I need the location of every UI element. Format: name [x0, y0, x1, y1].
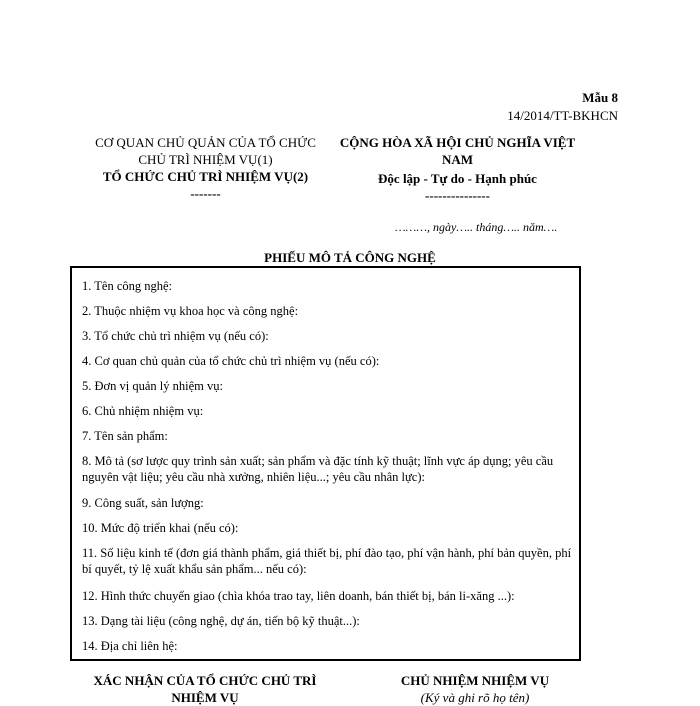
- description-form-box: [70, 266, 581, 661]
- field-product-name: 7. Tên sản phẩm:: [82, 429, 168, 443]
- field-science-task: 2. Thuộc nhiệm vụ khoa học và công nghệ:: [82, 304, 299, 318]
- field-task-leader: 6. Chủ nhiệm nhiệm vụ:: [82, 404, 204, 418]
- task-leader-signature: [360, 672, 590, 706]
- signature-note: (Ký và ghi rõ họ tên): [420, 690, 530, 705]
- national-header: [330, 134, 585, 204]
- confirmation-line-1: XÁC NHẬN CỦA TỔ CHỨC CHỦ TRÌ: [93, 673, 317, 688]
- agency-header: [78, 134, 333, 202]
- field-managing-agency: 4. Cơ quan chủ quản của tổ chức chủ trì nhiệm vụ (nếu có):: [82, 354, 380, 368]
- field-technology-name: 1. Tên công nghệ:: [82, 279, 173, 293]
- field-document-type: 13. Dạng tài liệu (công nghệ, dự án, tiến bộ kỹ thuật...):: [82, 614, 360, 628]
- organization-name: TỔ CHỨC CHỦ TRÌ NHIỆM VỤ(2): [102, 169, 309, 184]
- field-deployment-level: 10. Mức độ triển khai (nếu có):: [82, 521, 239, 535]
- national-motto: Độc lập - Tự do - Hạnh phúc: [378, 171, 537, 186]
- field-economic-data: 11. Số liệu kinh tế (đơn giá thành phẩm, giá thiết bị, phí đào tạo, phí vận hành, phí bản quyền, phí bí quyết, tỷ lệ xuất khẩu sản phẩm... nếu có):: [82, 546, 572, 576]
- left-separator: -------: [190, 186, 221, 201]
- form-title: PHIẾU MÔ TẢ CÔNG NGHỆ: [264, 250, 436, 265]
- republic-line-2: NAM: [441, 152, 474, 167]
- host-confirmation-heading: [70, 672, 340, 706]
- right-separator: ---------------: [425, 188, 490, 203]
- field-transfer-form: 12. Hình thức chuyển giao (chìa khóa trao tay, liên doanh, bán thiết bị, bán li-xăng ...):: [82, 589, 515, 603]
- field-capacity: 9. Công suất, sản lượng:: [82, 496, 204, 510]
- agency-line-2: CHỦ TRÌ NHIỆM VỤ(1): [138, 152, 273, 167]
- agency-line-1: CƠ QUAN CHỦ QUẢN CỦA TỔ CHỨC: [95, 135, 316, 150]
- field-managing-unit: 5. Đơn vị quản lý nhiệm vụ:: [82, 379, 223, 393]
- date-line: ………, ngày….. tháng….. năm….: [395, 220, 558, 234]
- field-host-organization: 3. Tổ chức chủ trì nhiệm vụ (nếu có):: [82, 329, 269, 343]
- republic-line-1: CỘNG HÒA XÃ HỘI CHỦ NGHĨA VIỆT: [339, 135, 576, 150]
- circular-number: 14/2014/TT-BKHCN: [507, 108, 618, 123]
- task-leader-title: CHỦ NHIỆM NHIỆM VỤ: [400, 673, 550, 688]
- confirmation-line-2: NHIỆM VỤ: [171, 690, 239, 705]
- field-description: 8. Mô tả (sơ lược quy trình sản xuất; sản phẩm và đặc tính kỹ thuật; lĩnh vực áp dụng; yêu cầu nguyên vật liệu; yêu cầu nhà xưởng, nhiên liệu...; yêu cầu nhân lực):: [82, 454, 554, 484]
- field-contact-address: 14. Địa chỉ liên hệ:: [82, 639, 178, 653]
- form-number: Mẫu 8: [582, 90, 618, 105]
